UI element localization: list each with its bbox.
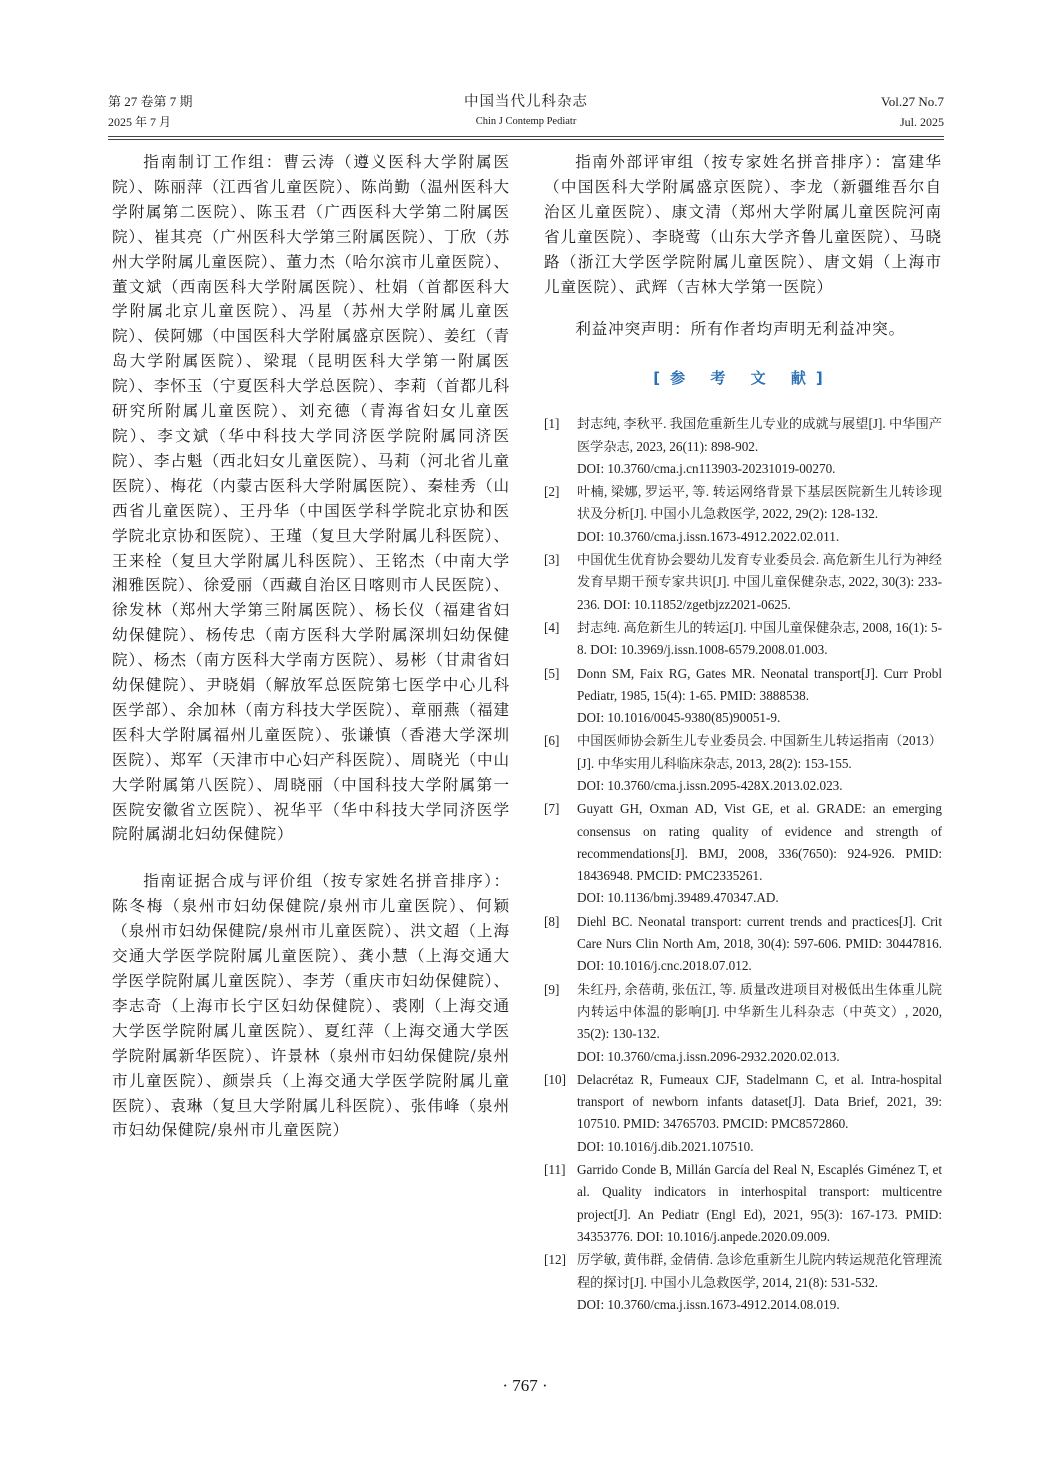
reference-item: [544, 663, 942, 730]
reference-number: [2]: [544, 484, 560, 500]
drafting-group-paragraph: 指南制订工作组：曹云涛（遵义医科大学附属医院）、陈丽萍（江西省儿童医院）、陈尚勤（温州医科大学附属第二医院）、陈玉君（广西医科大学第二附属医院）、崔其亮（广州医科大学第三附属医院）、丁欣（苏州大学附属儿童医院）、董力杰（哈尔滨市儿童医院）、董文斌（西南医科大学附属医院）、杜娟（首都医科大学附属北京儿童医院）、冯星（苏州大学附属儿童医院）、侯阿娜（中国医科大学附属盛京医院）、姜红（青岛大学附属医院）、梁琨（昆明医科大学第一附属医院）、李怀玉（宁夏医科大学总医院）、李莉（首都儿科研究所附属儿童医院）、刘充德（青海省妇女儿童医院）、李文斌（华中科技大学同济医学院附属同济医院）、李占魁（西北妇女儿童医院）、马莉（河北省儿童医院）、梅花（内蒙古医科大学附属医院）、秦桂秀（山西省儿童医院）、王丹华（中国医学科学院北京协和医学院北京协和医院）、王瑾（复旦大学附属儿科医院）、王来栓（复旦大学附属儿科医院）、王铭杰（中南大学湘雅医院）、徐爱丽（西藏自治区日喀则市人民医院）、徐发林（郑州大学第三附属医院）、杨长仪（福建省妇幼保健院）、杨传忠（南方医科大学附属深圳妇幼保健院）、杨杰（南方医科大学南方医院）、易彬（甘肃省妇幼保健院）、尹晓娟（解放军总医院第七医学中心儿科医学部）、余加林（南方科技大学医院）、章丽燕（福建医科大学附属福州儿童医院）、张谦慎（香港大学深圳医院）、郑军（天津市中心妇产科医院）、周晓光（中山大学附属第八医院）、周晓丽（中国科技大学附属第一医院安徽省立医院）、祝华平（华中科技大学同济医学院附属湖北妇幼保健院）: [112, 153, 510, 844]
reference-number: [7]: [544, 801, 560, 817]
reference-text: 中国医师协会新生儿专业委员会. 中国新生儿转运指南（2013）[J]. 中华实用儿科临床杂志, 2013, 28(2): 153-155.: [577, 733, 942, 771]
reference-number: [8]: [544, 913, 560, 929]
reference-doi: DOI: 10.3760/cma.j.issn.1673-4912.2022.02.011.: [577, 528, 840, 544]
reference-doi: DOI: 10.3760/cma.j.issn.2095-428X.2013.02.023.: [577, 778, 843, 793]
reference-item: [544, 730, 942, 797]
volume-issue-cn: 第 27 卷第 7 期: [108, 94, 193, 109]
references-heading: [参 考 文 献]: [653, 369, 833, 388]
left-column: [112, 150, 510, 1143]
header-center: [108, 92, 944, 132]
page-number: · 767 ·: [502, 1376, 548, 1395]
reference-item: [544, 549, 942, 616]
reference-number: [4]: [544, 619, 560, 635]
reference-text: 厉学敏, 黄伟群, 金倩倩. 急诊危重新生儿院内转运规范化管理流程的探讨[J]. 中国小儿急救医学, 2014, 21(8): 531-532.: [577, 1252, 942, 1290]
reference-text: Guyatt GH, Oxman AD, Vist GE, et al. GRADE: an emerging consensus on rating quality of evidence and strength of recommendations[J]. BMJ, 2008, 336(7650): 924-926. PMID: 18436948. PMCID: PMC2335261.: [577, 801, 942, 884]
reference-item: [544, 617, 942, 662]
reference-number: [12]: [544, 1252, 566, 1268]
reference-number: [9]: [544, 981, 560, 997]
reference-number: [5]: [544, 665, 560, 681]
reference-text: Delacrétaz R, Fumeaux CJF, Stadelmann C, et al. Intra-hospital transport of newborn infants dataset[J]. Data Brief, 2021, 39: 107510. PMID: 34765703. PMCID: PMC8572860.: [577, 1071, 942, 1132]
header-rule-bottom: [108, 139, 944, 140]
reference-text: 封志纯. 高危新生儿的转运[J]. 中国儿童保健杂志, 2008, 16(1): 5-8. DOI: 10.3969/j.issn.1008-6579.2008.01.003.: [577, 619, 942, 658]
reference-doi: DOI: 10.1136/bmj.39489.470347.AD.: [577, 890, 779, 906]
header-rule-top: [108, 136, 944, 137]
reference-doi: DOI: 10.3760/cma.j.issn.1673-4912.2014.08.019.: [577, 1296, 840, 1312]
reference-number: [10]: [544, 1071, 566, 1087]
running-header: [108, 92, 944, 136]
reference-text: 朱红丹, 余蓓萌, 张伍江, 等. 质量改进项目对极低出生体重儿院内转运中体温的影响[J]. 中华新生儿科杂志（中英文）, 2020, 35(2): 130-132.: [577, 981, 942, 1042]
reference-number: [11]: [544, 1162, 566, 1178]
reference-text: Diehl BC. Neonatal transport: current trends and practices[J]. Crit Care Nurs Clin North Am, 2018, 30(4): 597-606. PMID: 30447816. DOI: 10.1016/j.cnc.2018.07.012.: [577, 913, 942, 974]
conflict-of-interest-statement: 利益冲突声明：所有作者均声明无利益冲突。: [575, 320, 906, 339]
right-column: [544, 150, 942, 1317]
reference-item: [544, 1069, 942, 1158]
reference-item: [544, 979, 942, 1068]
external-review-paragraph: 指南外部评审组（按专家姓名拼音排序）：富建华（中国医科大学附属盛京医院）、李龙（新疆维吾尔自治区儿童医院）、康文清（郑州大学附属儿童医院河南省儿童医院）、李晓莺（山东大学齐鲁儿童医院）、马晓路（浙江大学医学院附属儿童医院）、唐文娟（上海市儿童医院）、武辉（吉林大学第一医院）: [544, 153, 942, 296]
journal-title-en: Chin J Contemp Pediatr: [475, 116, 577, 127]
date-cn: 2025 年 7 月: [108, 115, 172, 129]
reference-text: 封志纯, 李秋平. 我国危重新生儿专业的成就与展望[J]. 中华围产医学杂志, 2023, 26(11): 898-902.: [577, 416, 942, 454]
reference-number: [1]: [544, 416, 560, 432]
reference-number: [3]: [544, 552, 560, 568]
reference-doi: DOI: 10.1016/j.dib.2021.107510.: [577, 1138, 754, 1154]
reference-doi: DOI: 10.3760/cma.j.cn113903-20231019-00270.: [577, 460, 836, 476]
reference-text: Garrido Conde B, Millán García del Real N, Escaplés Giménez T, et al. Quality indicators in interhospital transport: multicentre project[J]. An Pediatr (Engl Ed), 2021, 95(3): 167-173. PMID: 34353776. DOI: 10.1016/j.anpede.2020.09.009.: [577, 1162, 942, 1244]
reference-doi: DOI: 10.1016/0045-9380(85)90051-9.: [577, 710, 781, 726]
journal-title-cn: 中国当代儿科杂志: [464, 94, 588, 110]
reference-doi: DOI: 10.3760/cma.j.issn.2096-2932.2020.02.013.: [577, 1048, 840, 1064]
reference-item: [544, 1159, 942, 1248]
reference-item: [544, 798, 942, 909]
reference-number: [6]: [544, 733, 560, 749]
reference-item: [544, 481, 942, 548]
reference-text: 中国优生优育协会婴幼儿发育专业委员会. 高危新生儿行为神经发育早期干预专家共识[J]. 中国儿童保健杂志, 2022, 30(3): 233-236. DOI: 10.11852/zgetbjzz2021-0625.: [577, 552, 942, 612]
references-list: [544, 413, 942, 1316]
evidence-group-paragraph: 指南证据合成与评价组（按专家姓名拼音排序）：陈冬梅（泉州市妇幼保健院/泉州市儿童医院）、何颖（泉州市妇幼保健院/泉州市儿童医院）、洪文超（上海交通大学医学院附属儿童医院）、龚小慧（上海交通大学医学院附属儿童医院）、李芳（重庆市妇幼保健院）、李志奇（上海市长宁区妇幼保健院）、裘刚（上海交通大学医学院附属儿童医院）、夏红萍（上海交通大学医学院附属新华医院）、许景林（泉州市妇幼保健院/泉州市儿童医院）、颜崇兵（上海交通大学医学院附属儿童医院）、袁琳（复旦大学附属儿科医院）、张伟峰（泉州市妇幼保健院/泉州市儿童医院）: [112, 872, 510, 1140]
reference-item: [544, 911, 942, 978]
date-en: Jul. 2025: [899, 115, 944, 129]
header-right: [881, 92, 944, 132]
reference-text: 叶楠, 梁娜, 罗运平, 等. 转运网络背景下基层医院新生儿转诊现状及分析[J]. 中国小儿急救医学, 2022, 29(2): 128-132.: [577, 484, 942, 522]
reference-item: [544, 413, 942, 480]
reference-item: [544, 1249, 942, 1316]
reference-text: Donn SM, Faix RG, Gates MR. Neonatal transport[J]. Curr Probl Pediatr, 1985, 15(4): 1-65. PMID: 3888538.: [577, 665, 942, 703]
volume-issue-en: Vol.27 No.7: [881, 94, 944, 109]
